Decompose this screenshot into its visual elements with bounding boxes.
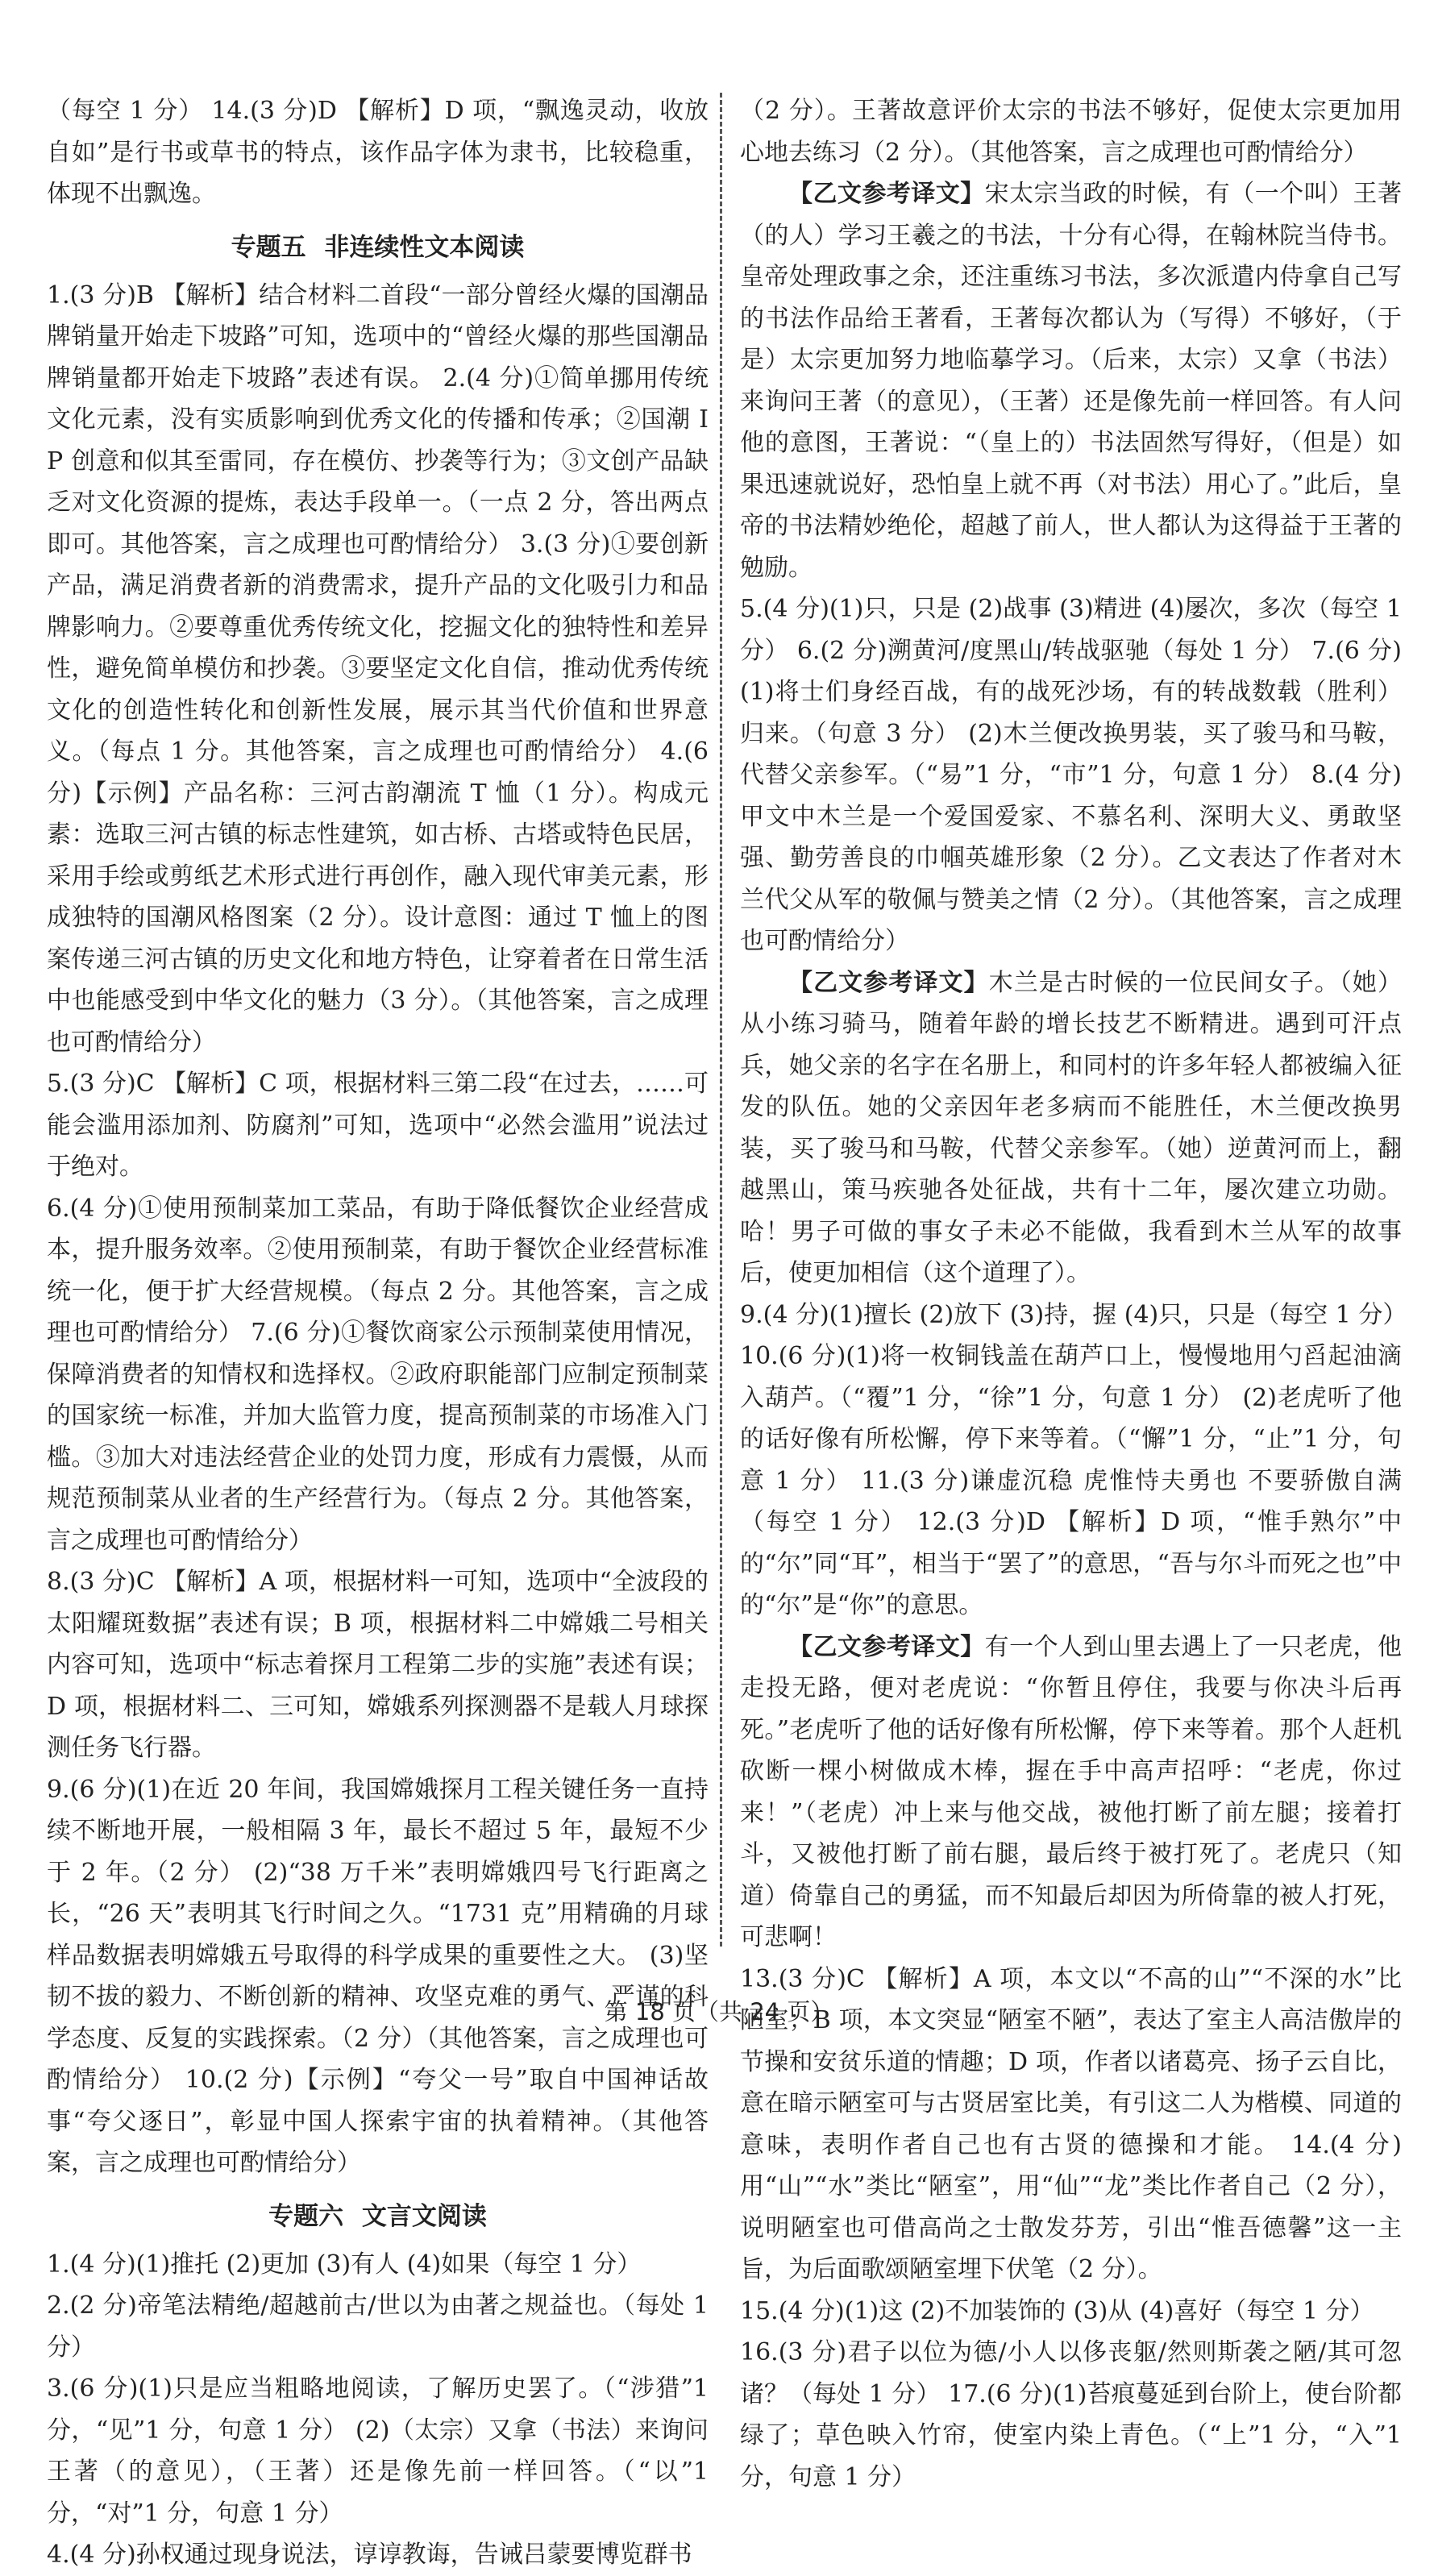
translation-text: 有一个人到山里去遇上了一只老虎，他走投无路，便对老虎说：“你暂且停住，我要与你决斗后再死。”老虎听了他的话好像有所松懈，停下来等着。那个人赶机砍断一棵小树做成木棒，握在手中高声招呼：“老虎，你过来！”（老虎）冲上来与他交战，被他打断了前左腿；接着打斗，又被他打断了前右腿，最后终于被打死了。老虎只（知道）倚靠自己的勇猛，而不知最后却因为所倚靠的被人打死，可悲啊！ <box>740 1632 1403 1951</box>
page-number-footer: 第 18 页（共 24 页） <box>604 1998 834 2025</box>
section-name: 文言文阅读 <box>361 2201 487 2231</box>
answer-paragraph: 1.(4 分)(1)推托 (2)更加 (3)有人 (4)如果（每空 1 分） <box>47 2250 642 2279</box>
translation-text: 宋太宗当政的时候，有（一个叫）王著（的人）学习王羲之的书法，十分有心得，在翰林院当侍书。皇帝处理政事之余，还注重练习书法，多次派遣内侍拿自己写的书法作品给王著看，王著每次都认为（写得）不够好，（于是）太宗更加努力地临摹学习。（后来，太宗）又拿（书法）来询问王著（的意见），（王著）还是像先前一样回答。有人问他的意图，王著说：“（皇上的）书法固然写得好，（但是）如果迅速就说好，恐怕皇上就不再（对书法）用心了。”此后，皇帝的书法精妙绝伦，超越了前人，世人都认为这得益于王著的勉励。 <box>740 180 1403 582</box>
answer-paragraph: 4.(4 分)孙权通过现身说法，谆谆教诲，告诫吕蒙要博览群书 <box>47 2541 692 2569</box>
answer-paragraph: 8.(3 分)C 【解析】A 项，根据材料一可知，选项中“全波段的太阳耀斑数据”表述有误；B 项，根据材料二中嫦娥二号相关内容可知，选项中“标志着探月工程第二步的实施”表述有误；D 项，根据材料二、三可知，嫦娥系列探测器不是载人月球探测任务飞行器。 <box>47 1568 709 1762</box>
answer-paragraph: 1.(3 分)B 【解析】结合材料二首段“一部分曾经火爆的国潮品牌销量开始走下坡路”可知，选项中的“曾经火爆的那些国潮品牌销量都开始走下坡路”表述有误。 2.(4 分)①简单挪用传统文化元素，没有实质影响到优秀文化的传播和传承；②国潮 IP 创意和似其至雷同，存在模仿、抄袭等行为；③文创产品缺乏对文化资源的提炼，表达手段单一。（一点 2 分，答出两点即可。其他答案，言之成理也可酌情给分） 3.(3 分)①要创新产品，满足消费者新的消费需求，提升产品的文化吸引力和品牌影响力。②要尊重优秀传统文化，挖掘文化的独特性和差异性，避免简单模仿和抄袭。③要坚定文化自信，推动优秀传统文化的创造性转化和创新性发展，展示其当代价值和世界意义。（每点 1 分。其他答案，言之成理也可酌情给分） 4.(6 分)【示例】产品名称：三河古韵潮流 T 恤（1 分）。构成元素：选取三河古镇的标志性建筑，如古桥、古塔或特色民居，采用手绘或剪纸艺术形式进行再创作，融入现代审美元素，形成独特的国潮风格图案（2 分）。设计意图：通过 T 恤上的图案传递三河古镇的历史文化和地方特色，让穿着者在日常生活中也能感受到中华文化的魅力（3 分）。（其他答案，言之成理也可酌情给分） <box>47 280 709 1057</box>
translation-paragraph <box>740 173 1402 588</box>
section-name: 非连续性文本阅读 <box>324 232 525 262</box>
translation-paragraph <box>740 962 1402 1294</box>
section-number: 专题六 <box>268 2201 344 2231</box>
left-column <box>47 90 709 2569</box>
section-number: 专题五 <box>231 232 306 262</box>
answer-paragraph: 2.(2 分)帝笔法精绝/超越前古/世以为由著之规益也。（每处 1 分） <box>47 2291 709 2362</box>
translation-label: 【乙文参考译文】 <box>788 1632 985 1661</box>
section-title-5 <box>47 223 709 272</box>
answer-paragraph: 15.(4 分)(1)这 (2)不加装饰的 (3)从 (4)喜好（每空 1 分） <box>740 2296 1374 2325</box>
translation-label: 【乙文参考译文】 <box>788 968 989 997</box>
answer-paragraph: 5.(3 分)C 【解析】C 项，根据材料三第二段“在过去，……可能会滥用添加剂、防腐剂”可知，选项中“必然会滥用”说法过于绝对。 <box>47 1070 709 1181</box>
answer-paragraph: 10.(6 分)(1)将一枚铜钱盖在葫芦口上，慢慢地用勺舀起油滴入葫芦。（“覆”1 分，“徐”1 分，句意 1 分） (2)老虎听了他的话好像有所松懈，停下来等着。（“懈”1 分，“止”1 分，句意 1 分） 11.(3 分)谦虚沉稳 虎惟恃夫勇也 不要骄傲自满（每空 1 分） 12.(3 分)D 【解析】D 项，“惟手熟尔”中的“尔”同“耳”，相当于“罢了”的意思，“吾与尔斗而死之也”中的“尔”是“你”的意思。 <box>740 1342 1402 1619</box>
answer-paragraph: 9.(4 分)(1)擅长 (2)放下 (3)持，握 (4)只，只是（每空 1 分） <box>740 1300 1407 1329</box>
column-divider <box>720 93 722 1947</box>
translation-label: 【乙文参考译文】 <box>788 180 985 208</box>
section-title-6 <box>47 2192 709 2241</box>
answer-paragraph: 6.(4 分)①使用预制菜加工菜品，有助于降低餐饮企业经营成本，提升服务效率。②使用预制菜，有助于餐饮企业经营标准统一化，便于扩大经营规模。（每点 2 分。其他答案，言之成理也可酌情给分） 7.(6 分)①餐饮商家公示预制菜使用情况，保障消费者的知情权和选择权。②政府职能部门应制定预制菜的国家统一标准，并加大监管力度，提高预制菜的市场准入门槛。③加大对违法经营企业的处罚力度，形成有力震慑，从而规范预制菜从业者的生产经营行为。（每点 2 分。其他答案，言之成理也可酌情给分） <box>47 1194 709 1555</box>
answer-paragraph: 5.(4 分)(1)只，只是 (2)战事 (3)精进 (4)屡次，多次（每空 1 分） 6.(2 分)溯黄河/度黑山/转战驱驰（每处 1 分） 7.(6 分)(1)将士们身经百战，有的战死沙场，有的转战数载（胜利）归来。（句意 3 分） (2)木兰便改换男装，买了骏马和马鞍，代替父亲参军。（“易”1 分，“市”1 分，句意 1 分） 8.(4 分)甲文中木兰是一个爱国爱家、不慕名利、深明大义、勇敢坚强、勤劳善良的巾帼英雄形象（2 分）。乙文表达了作者对木兰代父从军的敬佩与赞美之情（2 分）。（其他答案，言之成理也可酌情给分） <box>740 595 1402 955</box>
translation-paragraph <box>740 1627 1402 1959</box>
right-column <box>740 90 1407 2491</box>
answer-paragraph: （2 分）。王著故意评价太宗的书法不够好，促使太宗更加用心地去练习（2 分）。（其他答案，言之成理也可酌情给分） <box>740 97 1402 167</box>
answer-paragraph: 16.(3 分)君子以位为德/小人以侈丧躯/然则斯袭之陋/其可忽诸？（每处 1 分） 17.(6 分)(1)苔痕蔓延到台阶上，使台阶都绿了；草色映入竹帘，使室内染上青色。（“上”1 分，“入”1 分，句意 1 分） <box>740 2338 1402 2491</box>
answer-paragraph: 9.(6 分)(1)在近 20 年间，我国嫦娥探月工程关键任务一直持续不断地开展，一般相隔 3 年，最长不超过 5 年，最短不少于 2 年。（2 分） (2)“38 万千米”表明嫦娥四号飞行距离之长，“26 天”表明其飞行时间之久。“1731 克”用精确的月球样品数据表明嫦娥五号取得的科学成果的重要性之大。 (3)坚韧不拔的毅力、不断创新的精神、攻坚克难的勇气、严谨的科学态度、反复的实践探索。（2 分）（其他答案，言之成理也可酌情给分） 10.(2 分)【示例】“夸父一号”取自中国神话故事“夸父逐日”，彰显中国人探索宇宙的执着精神。（其他答案，言之成理也可酌情给分） <box>47 1775 709 2177</box>
answer-paragraph: 3.(6 分)(1)只是应当粗略地阅读，了解历史罢了。（“涉猎”1 分，“见”1 分，句意 1 分） (2)（太宗）又拿（书法）来询问王著（的意见），（王著）还是像先前一样回答。（“以”1 分，“对”1 分，句意 1 分） <box>47 2374 709 2528</box>
translation-text: 木兰是古时候的一位民间女子。（她）从小练习骑马，随着年龄的增长技艺不断精进。遇到可汗点兵，她父亲的名字在名册上，和同村的许多年轻人都被编入征发的队伍。她的父亲因年老多病而不能胜任，木兰便改换男装，买了骏马和马鞍，代替父亲参军。（她）逆黄河而上，翻越黑山，策马疾驰各处征战，共有十二年，屡次建立功勋。哈！男子可做的事女子未必不能做，我看到木兰从军的故事后，使更加相信（这个道理了）。 <box>740 968 1403 1287</box>
answer-paragraph: 13.(3 分)C 【解析】A 项，本文以“不高的山”“不深的水”比陋室；B 项，本文突显“陋室不陋”，表达了室主人高洁傲岸的节操和安贫乐道的情趣；D 项，作者以诸葛亮、扬子云自比，意在暗示陋室可与古贤居室比美，有引这二人为楷模、同道的意味，表明作者自己也有古贤的德操和才能。 14.(4 分)用“山”“水”类比“陋室”，用“仙”“龙”类比作者自己（2 分），说明陋室也可借高尚之士散发芬芳，引出“惟吾德馨”这一主旨，为后面歌颂陋室埋下伏笔（2 分）。 <box>740 1964 1402 2283</box>
answer-paragraph: （每空 1 分） 14.(3 分)D 【解析】D 项，“飘逸灵动，收放自如”是行书或草书的特点，该作品字体为隶书，比较稳重，体现不出飘逸。 <box>47 97 709 208</box>
